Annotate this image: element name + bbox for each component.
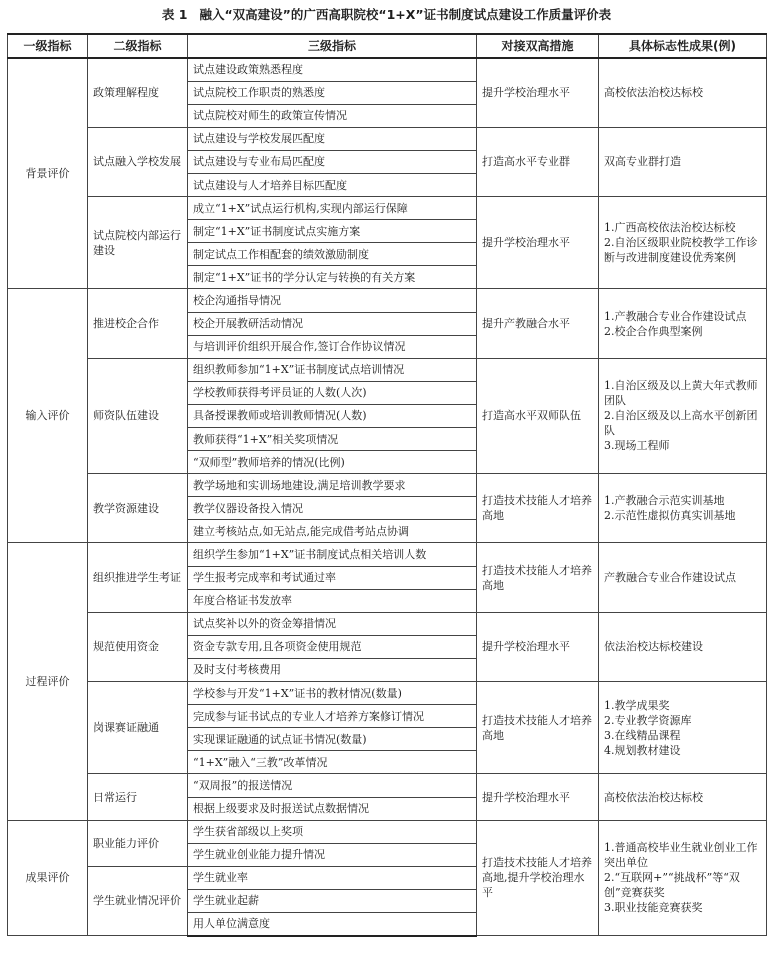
header-results: 具体标志性成果(例) [599,34,767,58]
result-item: 高校依法治校达标校 [604,790,703,804]
level3-cell: 成立“1+X”试点运行机构,实现内部运行保障 [188,197,477,220]
level3-cell: 学校参与开发“1+X”证书的教材情况(数量) [188,682,477,705]
level3-cell: 试点院校工作职责的熟悉度 [188,81,477,104]
level3-cell: 学生就业起薪 [188,889,477,912]
level2-cell: 职业能力评价 [88,820,188,866]
level3-cell: 实现课证融通的试点证书情况(数量) [188,728,477,751]
level2-cell: 推进校企合作 [88,289,188,358]
level3-cell: 制定“1+X”证书的学分认定与转换的有关方案 [188,266,477,289]
header-level1: 一级指标 [8,34,88,58]
table-row [8,474,767,497]
result-item: 1.普通高校毕业生就业创业工作突出单位 [604,841,758,870]
result-item: 1.教学成果奖 [604,698,670,712]
level2-cell: 政策理解程度 [88,58,188,127]
result-item: 2.示范性虚拟仿真实训基地 [604,509,736,523]
measure-cell: 打造技术技能人才培养高地 [477,474,599,543]
header-row [8,34,767,58]
measure-cell: 提升学校治理水平 [477,612,599,681]
level3-cell: 用人单位满意度 [188,912,477,935]
results-cell [599,820,767,935]
level3-cell: 建立考核站点,如无站点,能完成借考站点协调 [188,520,477,543]
level2-cell: 试点院校内部运行建设 [88,197,188,289]
table-row [8,612,767,635]
level3-cell: 制定“1+X”证书制度试点实施方案 [188,220,477,243]
level2-cell: 日常运行 [88,774,188,820]
level3-cell: 学生就业率 [188,866,477,889]
result-item: 2.专业教学资源库 [604,713,692,727]
level3-cell: 学生就业创业能力提升情况 [188,843,477,866]
measure-cell: 提升学校治理水平 [477,774,599,820]
result-item: 依法治校达标校建设 [604,640,703,654]
result-item: 1.产教融合示范实训基地 [604,494,725,508]
level1-cell: 过程评价 [8,543,88,820]
level3-cell: “1+X”融入“三教”改革情况 [188,751,477,774]
measure-cell: 打造技术技能人才培养高地 [477,543,599,612]
level1-cell: 背景评价 [8,58,88,289]
level1-cell: 输入评价 [8,289,88,543]
evaluation-table [7,33,767,937]
result-item: 高校依法治校达标校 [604,86,703,100]
level3-cell: 教师获得“1+X”相关奖项情况 [188,428,477,451]
level3-cell: “双周报”的报送情况 [188,774,477,797]
level3-cell: 学生报考完成率和考试通过率 [188,566,477,589]
table-title: 融入“双高建设”的广西高职院校“1+X”证书制度试点建设工作质量评价表 [199,7,612,22]
header-measure: 对接双高措施 [477,34,599,58]
result-item: 2.自治区级及以上高水平创新团队 [604,409,758,438]
level3-cell: 试点院校对师生的政策宣传情况 [188,104,477,127]
measure-cell: 提升产教融合水平 [477,289,599,358]
header-level2: 二级指标 [88,34,188,58]
results-cell [599,682,767,774]
level3-cell: 学生获省部级以上奖项 [188,820,477,843]
table-row [8,127,767,150]
result-item: 2.“互联网+”“挑战杯”等“双创”竞赛获奖 [604,871,740,900]
level3-cell: 试点建设与人才培养目标匹配度 [188,173,477,196]
header-level3: 三级指标 [188,34,477,58]
level3-cell: 试点建设与专业布局匹配度 [188,150,477,173]
level2-cell: 教学资源建设 [88,474,188,543]
table-row [8,58,767,81]
results-cell [599,474,767,543]
table-row [8,543,767,566]
results-cell [599,774,767,820]
measure-cell: 打造技术技能人才培养高地 [477,682,599,774]
level3-cell: 试点建设与学校发展匹配度 [188,127,477,150]
level3-cell: 学校教师获得考评员证的人数(人次) [188,381,477,404]
level2-cell: 学生就业情况评价 [88,866,188,935]
table-body [8,58,767,936]
level1-cell: 成果评价 [8,820,88,935]
result-item: 4.规划教材建设 [604,743,681,757]
level3-cell: 校企开展教研活动情况 [188,312,477,335]
result-item: 1.自治区级及以上黄大年式教师团队 [604,379,758,408]
measure-cell: 打造技术技能人才培养高地,提升学校治理水平 [477,820,599,935]
table-row [8,774,767,797]
level2-cell: 试点融入学校发展 [88,127,188,196]
measure-cell: 打造高水平双师队伍 [477,358,599,473]
level2-cell: 组织推进学生考证 [88,543,188,612]
results-cell [599,127,767,196]
level2-cell: 师资队伍建设 [88,358,188,473]
level3-cell: 教学场地和实训场地建设,满足培训教学要求 [188,474,477,497]
table-row [8,820,767,843]
results-cell [599,197,767,289]
table-row [8,358,767,381]
results-cell [599,58,767,127]
level3-cell: 根据上级要求及时报送试点数据情况 [188,797,477,820]
measure-cell: 提升学校治理水平 [477,197,599,289]
result-item: 双高专业群打造 [604,155,681,169]
measure-cell: 提升学校治理水平 [477,58,599,127]
result-item: 2.自治区级职业院校教学工作诊断与改进制度建设优秀案例 [604,236,758,265]
level3-cell: 教学仪器设备投入情况 [188,497,477,520]
table-row [8,289,767,312]
level3-cell: 及时支付考核费用 [188,658,477,681]
level3-cell: 校企沟通指导情况 [188,289,477,312]
level3-cell: 年度合格证书发放率 [188,589,477,612]
level3-cell: 组织学生参加“1+X”证书制度试点相关培训人数 [188,543,477,566]
measure-cell: 打造高水平专业群 [477,127,599,196]
results-cell [599,289,767,358]
level3-cell: 试点奖补以外的资金筹措情况 [188,612,477,635]
results-cell [599,543,767,612]
level2-cell: 岗课赛证融通 [88,682,188,774]
result-item: 1.广西高校依法治校达标校 [604,221,736,235]
level3-cell: 制定试点工作相配套的绩效激励制度 [188,243,477,266]
result-item: 3.职业技能竞赛获奖 [604,901,703,915]
result-item: 3.在线精品课程 [604,728,681,742]
level3-cell: 与培训评价组织开展合作,签订合作协议情况 [188,335,477,358]
level2-cell: 规范使用资金 [88,612,188,681]
level3-cell: 组织教师参加“1+X”证书制度试点培训情况 [188,358,477,381]
table-row [8,682,767,705]
result-item: 产教融合专业合作建设试点 [604,571,736,585]
table-number: 表 1 [161,7,188,22]
level3-cell: 完成参与证书试点的专业人才培养方案修订情况 [188,705,477,728]
results-cell [599,358,767,473]
table-row [8,197,767,220]
result-item: 3.现场工程师 [604,439,670,453]
level3-cell: 具备授课教师或培训教师情况(人数) [188,404,477,427]
level3-cell: 试点建设政策熟悉程度 [188,58,477,81]
level3-cell: “双师型”教师培养的情况(比例) [188,451,477,474]
table-caption [0,4,773,26]
results-cell [599,612,767,681]
level3-cell: 资金专款专用,且各项资金使用规范 [188,635,477,658]
result-item: 1.产教融合专业合作建设试点 [604,309,747,323]
result-item: 2.校企合作典型案例 [604,324,703,338]
